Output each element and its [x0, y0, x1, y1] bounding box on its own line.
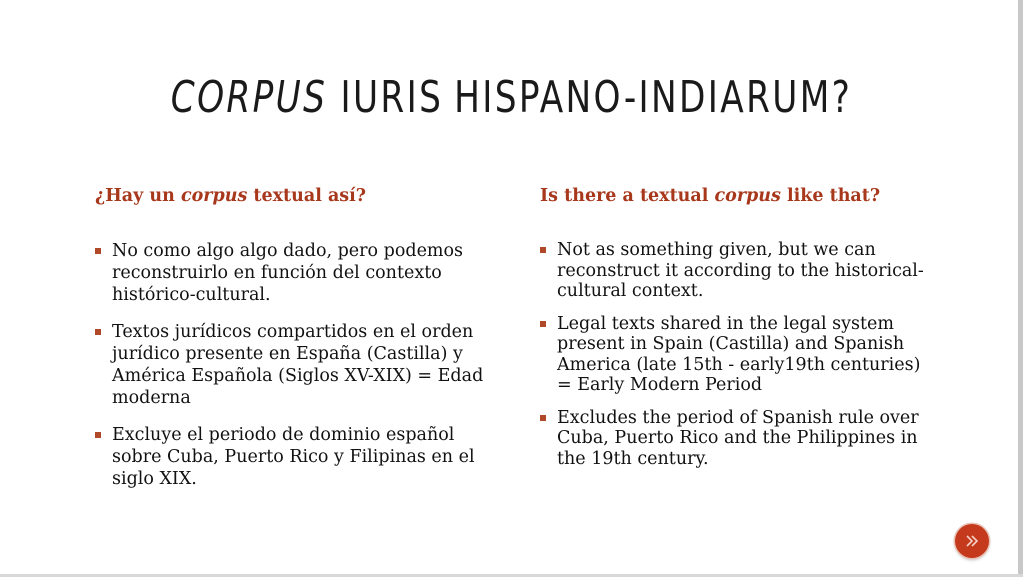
left-bullet-2-text: Textos jurídicos compartidos en el orden jurídico presente en España (Castilla) y América Española (Siglos XV-XIX) = Edad moderna: [112, 322, 484, 408]
right-bullet-3-text: Excludes the period of Spanish rule over Cuba, Puerto Rico and the Philippines in the 19th century.: [557, 407, 919, 469]
right-bullet-2: [540, 314, 940, 396]
right-bullet-list: [540, 240, 940, 469]
left-bullet-2: [95, 321, 500, 409]
bullet-square-icon: [540, 415, 546, 421]
bullet-square-icon: [95, 329, 101, 335]
left-bullet-3-text: Excluye el periodo de dominio español sobre Cuba, Puerto Rico y Filipinas en el siglo XIX.: [112, 425, 475, 489]
left-heading-em: corpus: [180, 186, 248, 206]
right-heading-em: corpus: [714, 186, 781, 206]
slide-title: [113, 72, 911, 125]
right-bullet-1-text: Not as something given, but we can reconstruct it according to the historical-cultural context.: [557, 240, 924, 301]
bullet-square-icon: [540, 321, 546, 327]
next-slide-button[interactable]: [955, 524, 989, 558]
bullet-square-icon: [95, 248, 101, 254]
right-edge-border: [1018, 0, 1023, 577]
right-bullet-2-text: Legal texts shared in the legal system present in Spain (Castilla) and Spanish America (late 15th - early19th centuries) = Early Modern Period: [557, 313, 921, 395]
left-bullet-3: [95, 424, 500, 490]
title-italic-word: CORPUS: [170, 72, 328, 123]
title-word-iuris: IURIS: [340, 72, 444, 123]
right-column: [540, 186, 940, 481]
right-bullet-3: [540, 408, 940, 470]
right-bullet-1: [540, 240, 940, 302]
left-bullet-1: [95, 240, 500, 306]
left-bullet-list: [95, 240, 500, 490]
double-chevron-right-icon: [964, 533, 980, 549]
right-column-heading: [540, 186, 940, 206]
right-heading-post: like that?: [780, 186, 881, 206]
right-heading-pre: Is there a textual: [540, 186, 715, 206]
left-column-heading: [95, 186, 500, 206]
title-word-hispano-indiarum: HISPANO-INDIARUM?: [454, 72, 853, 123]
left-heading-post: textual así?: [247, 186, 367, 206]
left-bullet-1-text: No como algo algo dado, pero podemos reconstruirlo en función del contexto histórico-cultural.: [112, 241, 464, 305]
bullet-square-icon: [95, 432, 101, 438]
left-column: [95, 186, 500, 505]
left-heading-pre: ¿Hay un: [95, 186, 181, 206]
bullet-square-icon: [540, 247, 546, 253]
